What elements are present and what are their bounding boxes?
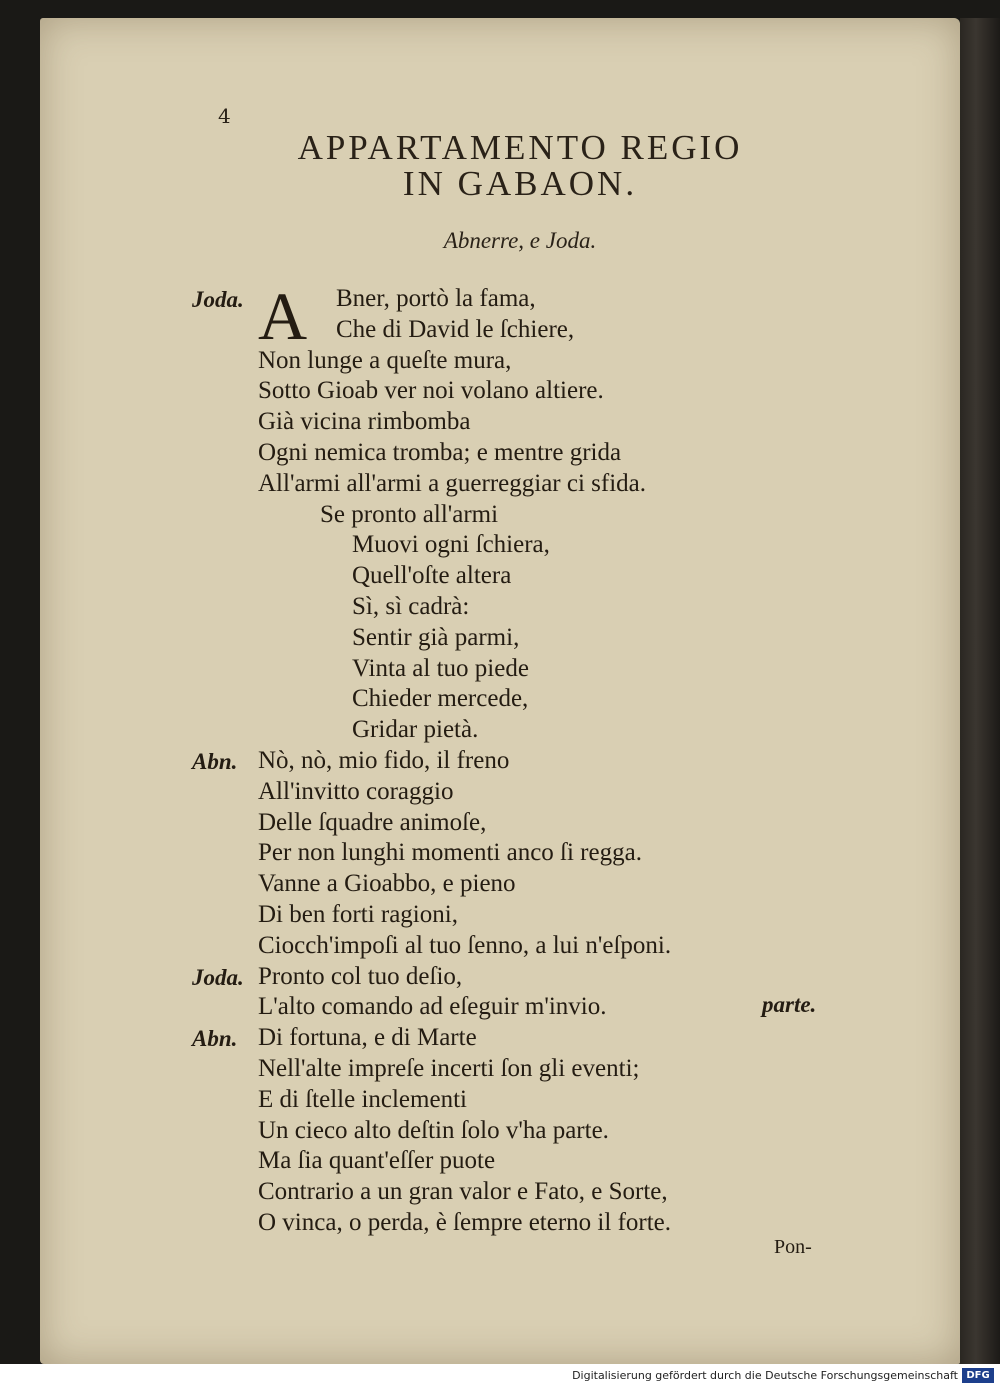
speaker-label: Abn. [192, 749, 238, 774]
verse-line: O vinca, o perda, è ſempre eterno il forte. [258, 1209, 672, 1236]
verse-line: Di ben forti ragioni, [258, 901, 458, 928]
verse-line: Non lunge a queſte mura, [258, 346, 512, 374]
verse-line: Ogni nemica tromba; e mentre grida [258, 439, 622, 466]
verse-line: Sentir già parmi, [352, 623, 520, 651]
verse-line: Di fortuna, e di Marte [258, 1024, 477, 1052]
verse-line: Muovi ogni ſchiera, [352, 531, 550, 559]
verse-line: E di ſtelle inclementi [258, 1085, 467, 1113]
verse-line: All'invitto coraggio [258, 777, 454, 805]
verse-line: Per non lunghi momenti anco ſi regga. [258, 839, 642, 867]
verse-line: Gridar pietà. [352, 716, 479, 744]
catchword: Pon- [774, 1236, 812, 1258]
verse-line: Vanne a Gioabbo, e pieno [258, 870, 516, 898]
footer-credit: Digitalisierung gefördert durch die Deutsche Forschungsgemeinschaft [572, 1369, 958, 1382]
speaker-label: Joda. [192, 287, 244, 312]
verse-line: Ma ſia quant'eſſer puote [258, 1147, 496, 1175]
verse-line: Sotto Gioab ver noi volano altiere. [258, 377, 604, 405]
verse-line: Già vicina rimbomba [258, 408, 471, 436]
verse-line: Delle ſquadre animoſe, [258, 808, 487, 836]
speaker-label: Abn. [192, 1026, 238, 1052]
stage-direction: parte. [762, 992, 817, 1017]
drop-cap: A [258, 278, 308, 354]
verse-line: Ciocch'impoſi al tuo ſenno, a lui n'eſponi. [258, 931, 672, 959]
dfg-logo: DFG [962, 1368, 994, 1383]
verse-line: Sì, sì cadrà: [352, 593, 470, 620]
verse-line: Che di David le ſchiere, [336, 315, 575, 343]
verse-line: All'armi all'armi a guerreggiar ci sfida. [258, 469, 647, 497]
verse-line: Bner, portò la fama, [336, 285, 536, 312]
page-title: APPARTAMENTO REGIO [297, 128, 743, 167]
verse-line: Chieder mercede, [352, 685, 529, 713]
verse-line: Contrario a un gran valor e Fato, e Sorte, [258, 1178, 668, 1206]
verse-line: Vinta al tuo piede [352, 654, 529, 682]
footer-bar [0, 1364, 1000, 1388]
page-subtitle: IN GABAON. [402, 164, 638, 203]
verse-line: Nò, nò, mio fido, il freno [258, 747, 510, 774]
speaker-label: Joda. [192, 964, 244, 990]
book-gutter [960, 18, 1000, 1364]
verse-line: L'alto comando ad eſeguir m'invio. [258, 993, 607, 1021]
characters-heading: Abnerre, e Joda. [443, 228, 597, 253]
page-number: 4 [218, 104, 231, 128]
verse-line: Nell'alte impreſe incerti ſon gli eventi; [258, 1055, 640, 1082]
verse-line: Quell'oſte altera [352, 562, 512, 590]
verse-line: Un cieco alto deſtin ſolo v'ha parte. [258, 1116, 609, 1144]
verse-line: Pronto col tuo deſio, [258, 962, 463, 990]
verse-line: Se pronto all'armi [320, 500, 499, 528]
